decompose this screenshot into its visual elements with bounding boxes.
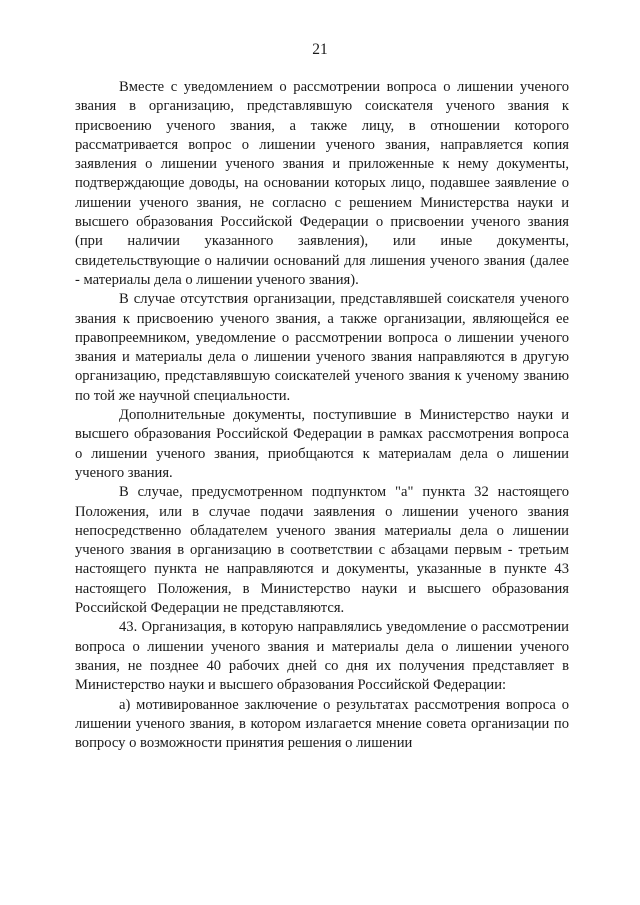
paragraph: а) мотивированное заключение о результатах рассмотрения вопроса о лишении ученого звания, в котором излагается мнение совета организации по вопросу о возможности принятия решения о лишении	[75, 696, 569, 752]
paragraph: В случае отсутствия организации, представлявшей соискателя ученого звания к присвоению ученого звания, а также организации, являющейся ее правопреемником, уведомление о рассмотрении вопроса о лишении ученого звания и материалы дела о лишении ученого звания направляются в другую организацию, представлявшую соискателей ученого звания к ученому званию по той же научной специальности.	[75, 291, 569, 404]
paragraph: 43. Организация, в которую направлялись уведомление о рассмотрении вопроса о лишении ученого звания и материалы дела о лишении ученого звания, не позднее 40 рабочих дней со дня их получения представляет в Министерство науки и высшего образования Российской Федерации:	[75, 619, 569, 694]
page-number: 21	[312, 41, 328, 58]
paragraph: В случае, предусмотренном подпунктом "а" пункта 32 настоящего Положения, или в случае подачи заявления о лишении ученого звания непосредственно обладателем ученого звания материалы дела о лишении ученого звания в организацию в соответствии с абзацами первым - третьим настоящего пункта не направляются и документы, указанные в пункте 43 настоящего Положения, в Министерство науки и высшего образования Российской Федерации не представляются.	[75, 484, 569, 617]
document-body	[75, 78, 569, 753]
paragraph: Дополнительные документы, поступившие в Министерство науки и высшего образования Российской Федерации в рамках рассмотрения вопроса о лишении ученого звания, приобщаются к материалам дела о лишении ученого звания.	[75, 407, 569, 481]
paragraph: Вместе с уведомлением о рассмотрении вопроса о лишении ученого звания в организацию, представлявшую соискателя ученого звания к присвоению ученого звания, а также лицу, в отношении которого рассматривается вопрос о лишении ученого звания, направляется копия заявления о лишении ученого звания и приложенные к нему документы, подтверждающие доводы, на основании которых лицо, подавшее заявление о лишении ученого звания, не согласно с решением Министерства науки и высшего образования Российской Федерации о присвоении ученого звания (при наличии указанного заявления), или иные документы, свидетельствующие о наличии оснований для лишения ученого звания (далее - материалы дела о лишении ученого звания).	[75, 79, 569, 288]
